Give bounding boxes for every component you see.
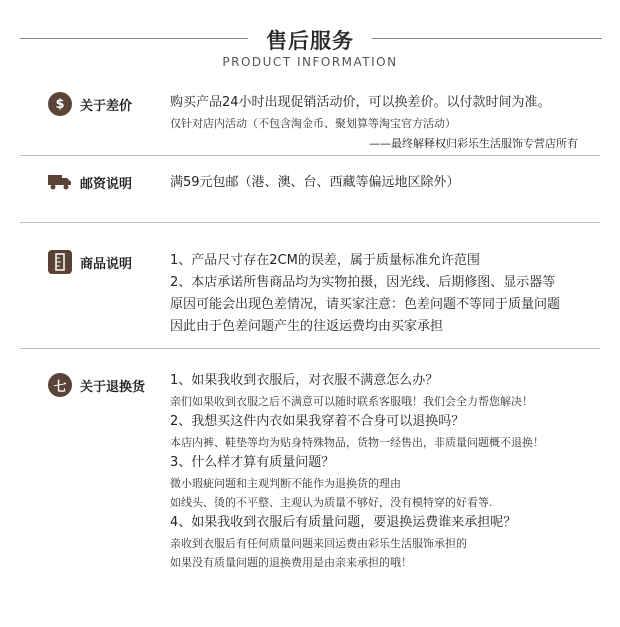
- faq-answer: 亲收到衣服后有任何质量问题来回运费由彩乐生活服饰承担的: [170, 537, 467, 550]
- page-title: 售后服务: [266, 29, 354, 53]
- product-label-wrap: [48, 250, 132, 274]
- truck-icon: [48, 170, 72, 194]
- faq-question: 2、我想买这件内衣如果我穿着不合身可以退换吗？: [170, 414, 465, 429]
- faq-question: 3、什么样才算有质量问题？: [170, 455, 335, 470]
- shipping-line: 满59元包邮（港、澳、台、西藏等偏远地区除外）: [170, 175, 460, 190]
- product-line: 因此由于色差问题产生的往返运费均由买家承担: [170, 319, 444, 334]
- price-label: 关于差价: [80, 98, 133, 114]
- dollar-icon: $: [48, 92, 72, 116]
- product-label: 商品说明: [80, 256, 133, 272]
- divider: [20, 348, 600, 349]
- price-line: 仅针对店内活动（不包含淘金币、聚划算等淘宝官方活动）: [170, 117, 456, 130]
- returns-faq: [170, 370, 610, 572]
- faq-question: 4、如果我收到衣服后有质量问题，要退换运费谁来承担呢？: [170, 515, 517, 530]
- divider: [20, 155, 600, 156]
- price-label-wrap: [48, 92, 132, 116]
- ruler-icon: [48, 250, 72, 274]
- returns-label: 关于退换货: [80, 379, 146, 395]
- shipping-label-wrap: [48, 170, 132, 194]
- shipping-label: 邮资说明: [80, 176, 133, 192]
- faq-question: 1、如果我收到衣服后，对衣服不满意怎么办？: [170, 373, 439, 388]
- price-disclaimer: ——最终解释权归彩乐生活服饰专营店所有: [369, 137, 578, 150]
- price-content: [170, 92, 610, 155]
- price-line: 购买产品24小时出现促销活动价，可以换差价。以付款时间为准。: [170, 95, 551, 110]
- faq-answer: 本店内裤、鞋垫等均为贴身特殊物品，货物一经售出，非质量问题概不退换！: [170, 436, 544, 449]
- divider: [20, 222, 600, 223]
- page-subtitle: PRODUCT INFORMATION: [222, 55, 398, 69]
- product-line: 原因可能会出现色差情况，请买家注意：色差问题不等同于质量问题: [170, 297, 561, 312]
- product-line: 2、本店承诺所售商品均为实物拍摄，因光线、后期修图、显示器等: [170, 275, 556, 290]
- faq-answer: 微小瑕疵问题和主观判断不能作为退换货的理由: [170, 477, 401, 490]
- header: [0, 0, 620, 80]
- faq-answer: 如线头、烫的不平整、主观认为质量不够好，没有模特穿的好看等.: [170, 496, 493, 509]
- heart-7-icon: 七: [48, 373, 72, 397]
- returns-label-wrap: [48, 373, 145, 397]
- product-line: 1、产品尺寸存在2CM的误差，属于质量标准允许范围: [170, 253, 480, 268]
- faq-answer: 如果没有质量问题的退换费用是由亲来承担的哦！: [170, 556, 412, 569]
- product-content: [170, 250, 610, 338]
- shipping-content: [170, 172, 610, 194]
- faq-answer: 亲们如果收到衣服之后不满意可以随时联系客服哦！我们会全力帮您解决！: [170, 395, 533, 408]
